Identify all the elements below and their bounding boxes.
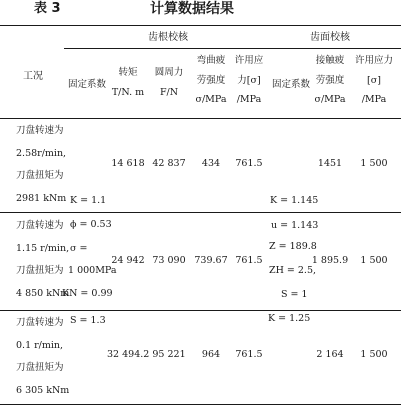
header-bottom-rule	[0, 118, 401, 119]
row1-bend: 434	[201, 158, 221, 169]
row3-torque: 32 494.2	[107, 349, 150, 360]
coeff-root-kn: KN = 0.99	[62, 288, 113, 299]
coeff-root-sigma: σ =	[70, 243, 88, 254]
header-group-root: 齿根校核	[148, 32, 188, 43]
coeff-face-ze: Z = 189.8	[269, 241, 317, 252]
header-torque: 转矩 T/N. m	[111, 67, 145, 98]
row2-allow-face: 1 500	[360, 255, 388, 266]
coeff-root-phi: ϕ = 0.53	[70, 219, 112, 230]
row2-torque: 24 942	[111, 255, 145, 266]
row2-contact: 1 895.9	[311, 255, 349, 266]
coeff-face-k: K = 1.145	[270, 195, 319, 206]
header-bend-stress: 弯曲疲 劳强度 σ/MPa	[195, 55, 227, 105]
row3-contact: 2 164	[316, 349, 344, 360]
row3-allow-face: 1 500	[360, 349, 388, 360]
row2-allow-root: 761.5	[235, 255, 263, 266]
row1-allow-face: 1 500	[360, 158, 388, 169]
header-condition: 工况	[23, 71, 43, 82]
header-allow-root: 许用应 力[σ] /MPa	[234, 55, 264, 105]
row3-bend: 964	[201, 349, 221, 360]
coeff-root-s: S = 1.3	[70, 315, 106, 326]
row2-condition: 刀盘转速为 1.15 r/min, 刀盘扭矩为 4 850 kNm	[16, 220, 70, 299]
row1-condition: 刀盘转速为 2.58r/min, 刀盘扭矩为 2981 kNm	[16, 125, 67, 204]
row1-torque: 14 618	[111, 158, 145, 169]
coeff-face-zh: ZH = 2.5,	[269, 265, 317, 276]
header-fixed-coeff-root: 固定系数	[68, 79, 107, 90]
coeff-root-k: K = 1.1	[70, 195, 107, 206]
bottom-rule	[0, 404, 401, 405]
coeff-face-u: u = 1.143	[271, 220, 319, 231]
row3-allow-root: 761.5	[235, 349, 263, 360]
coeff-face-khn: K = 1.25	[268, 313, 311, 324]
row2-bottom-rule	[0, 310, 401, 311]
row1-circ-force: 42 837	[152, 158, 186, 169]
table-label: 表 3	[34, 1, 61, 16]
row3-circ-force: 95 221	[152, 349, 186, 360]
header-group-face: 齿面校核	[310, 32, 350, 43]
group-rule-face	[268, 48, 401, 49]
coeff-root-sigma-value: 1 000MPa	[68, 265, 117, 276]
top-rule	[0, 25, 401, 26]
row2-circ-force: 73 090	[152, 255, 186, 266]
row2-bend: 739.67	[194, 255, 228, 266]
row1-allow-root: 761.5	[235, 158, 263, 169]
row1-bottom-rule	[0, 212, 401, 213]
row1-contact: 1451	[317, 158, 343, 169]
coeff-face-s: S = 1	[281, 289, 308, 300]
table-title: 计算数据结果	[150, 1, 234, 17]
header-allow-face: 许用应力 [σ] /MPa	[354, 55, 393, 105]
row3-condition: 刀盘转速为 0.1 r/min, 刀盘扭矩为 6 305 kNm	[16, 317, 70, 396]
header-circ-force: 圆周力 F/N	[154, 67, 184, 98]
header-fixed-coeff-face: 固定系数	[272, 79, 311, 90]
group-rule-root	[64, 48, 268, 49]
header-contact-stress: 接触疲 劳强度 σ/MPa	[314, 55, 346, 105]
